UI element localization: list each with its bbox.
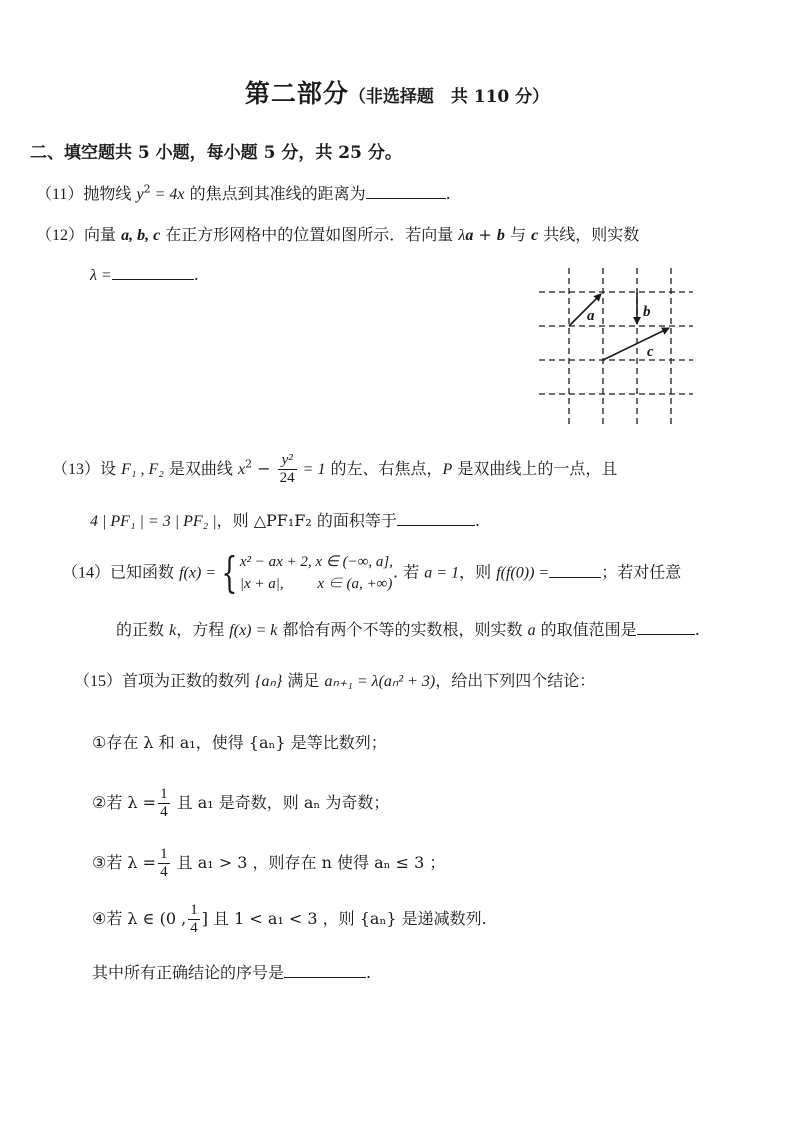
q12-vectors: a, b, c: [121, 227, 161, 244]
q14-cases: [240, 551, 393, 595]
q15-s4-fraction: [188, 902, 200, 937]
q15-final-text: 其中所有正确结论的序号是: [92, 963, 285, 982]
vector-c-arrow: [603, 328, 669, 360]
title-subtitle: （非选择题 共 110 分）: [348, 87, 550, 107]
question-15: [74, 668, 595, 691]
q15-statement-4: [92, 902, 487, 937]
q14-answer-blank-2[interactable]: [637, 620, 695, 635]
q15-s3-a: 若 λ =: [106, 853, 157, 872]
q12-lambda-eq: λ =: [90, 267, 112, 284]
q13-line2: [90, 508, 480, 531]
vector-c-label: c: [647, 344, 654, 360]
q14-k: k: [169, 622, 177, 639]
question-12: [36, 222, 639, 245]
q11-eq-exp: 2: [143, 182, 151, 196]
q15-s3-frac-bot: 4: [160, 864, 168, 880]
q14-pre: 已知函数: [110, 562, 180, 582]
q15-post: ，给出下列四个结论：: [435, 671, 596, 690]
q15-answer-blank[interactable]: [284, 963, 366, 978]
q11-eq-rhs: = 4x: [150, 186, 185, 203]
q12-line2: [90, 265, 199, 285]
q13-number: （13）: [52, 461, 101, 478]
q14-line2: [116, 617, 700, 640]
q14-fxk: f(x) = k: [229, 622, 278, 639]
q11-eq-lhs: y: [136, 186, 144, 203]
q15-mid: 满足: [282, 671, 325, 690]
q13-fraction: [278, 452, 297, 487]
q15-s3-b: 且 a₁ > 3 ，则存在 n 使得 aₙ ≤ 3 ；: [171, 853, 446, 872]
q11-post: 的焦点到其准线的距离为: [184, 184, 366, 203]
q12-line1-d: 共线，则实数: [538, 225, 640, 244]
q15-seq: {aₙ}: [255, 673, 283, 690]
vector-b-label: b: [643, 304, 651, 320]
q15-statement-1: [92, 730, 387, 753]
q13-minus: −: [252, 459, 276, 478]
q13-end: .: [474, 511, 480, 530]
vector-grid-figure: [535, 258, 695, 430]
q14-mid2: ，则: [459, 562, 497, 582]
q15-s2-frac-bot: 4: [160, 804, 168, 820]
q14-line2-b: ，方程: [176, 620, 230, 639]
q14-a: a: [527, 622, 536, 639]
q14-line2-d: 的取值范围是: [535, 620, 637, 639]
q12-answer-blank[interactable]: [112, 265, 194, 280]
q12-end: .: [193, 265, 199, 284]
q12-vec-b: b: [496, 227, 505, 244]
title-main: 第二部分: [244, 79, 349, 108]
q13-frac-bot: 24: [279, 470, 295, 486]
q14-mid: . 若: [393, 562, 425, 582]
question-14: [62, 548, 682, 597]
q15-s4-frac-bot: 4: [190, 920, 198, 936]
q14-brace: {: [221, 548, 238, 597]
q14-number: （14）: [62, 564, 111, 582]
q14-end: .: [694, 620, 700, 639]
q15-s2-a: 若 λ =: [106, 793, 157, 812]
q15-statement-2: [92, 786, 389, 821]
q15-s3-frac-top: 1: [160, 846, 168, 862]
q11-end: .: [445, 184, 451, 203]
q14-piecewise: [216, 548, 394, 597]
q13-condition: 4 | PF₁ | = 3 | PF₂ |: [90, 513, 217, 530]
q13-pre: 设: [100, 459, 122, 478]
q15-end: .: [366, 963, 372, 982]
q14-line2-a: 的正数: [116, 620, 170, 639]
q13-eq: = 1: [298, 461, 326, 478]
q12-vec-a: a: [465, 227, 474, 244]
q14-answer-blank-1[interactable]: [549, 563, 601, 578]
q14-line2-c: 都恰有两个不等的实数根，则实数: [277, 620, 528, 639]
q15-s2-frac-top: 1: [160, 786, 168, 802]
q15-number: （15）: [74, 673, 123, 690]
q14-case-2: |x + a|, x ∈ (a, +∞): [239, 576, 393, 592]
q15-s4-mark: ④: [92, 909, 107, 928]
q14-case-1: x² − ax + 2, x ∈ (−∞, a],: [239, 554, 394, 570]
q15-s2-mark: ②: [92, 793, 107, 812]
q13-P: P: [442, 461, 453, 478]
q15-statement-3: [92, 846, 445, 881]
q15-s1-mark: ①: [92, 733, 107, 752]
q13-line2-b: ，则 △PF₁F₂ 的面积等于: [216, 511, 397, 530]
q14-ff0: f(f(0)) =: [496, 564, 550, 582]
q11-answer-blank[interactable]: [366, 184, 446, 199]
q15-s3-fraction: [158, 846, 170, 881]
q13-foci: F₁ , F₂: [121, 461, 164, 478]
q13-post2: 是双曲线上的一点，且: [452, 459, 618, 478]
q13-mid: 是双曲线: [163, 459, 238, 478]
q15-s4-a: 若 λ ∈ (0 ,: [106, 909, 187, 928]
q12-line1-b: 在正方形网格中的位置如图所示．若向量: [160, 225, 459, 244]
question-13: [52, 452, 617, 487]
q15-recurrence: aₙ₊₁ = λ(aₙ² + 3): [324, 673, 436, 690]
q15-s2-fraction: [158, 786, 170, 821]
page-title: [0, 74, 794, 110]
q12-line1-c: 与: [504, 225, 532, 244]
q11-number: （11）: [36, 186, 84, 203]
q12-number: （12）: [36, 227, 85, 244]
q15-s1-text: 存在 λ 和 a₁，使得 {aₙ} 是等比数列；: [106, 733, 387, 752]
q15-final: [92, 960, 371, 983]
q15-s3-mark: ③: [92, 853, 107, 872]
q15-pre: 首项为正数的数列: [122, 671, 256, 690]
q13-post: 的左、右焦点，: [325, 459, 443, 478]
question-11: [36, 181, 451, 204]
q14-a-eq: a = 1: [424, 564, 460, 582]
q14-mid3: ；若对任意: [601, 562, 682, 582]
q13-answer-blank[interactable]: [397, 511, 475, 526]
q12-vec-c: c: [531, 227, 539, 244]
q13-x-exp: 2: [245, 457, 253, 471]
q12-lambda: λ: [458, 227, 466, 244]
q11-pre: 抛物线: [83, 184, 137, 203]
q12-plus: +: [473, 225, 497, 244]
q15-s2-b: 且 a₁ 是奇数，则 aₙ 为奇数；: [171, 793, 390, 812]
grid-lines: [539, 268, 693, 428]
q12-line1-a: 向量: [84, 225, 122, 244]
section-heading: 二、填空题共 5 小题，每小题 5 分，共 25 分。: [30, 143, 402, 163]
q13-frac-top: y²: [278, 452, 297, 470]
vector-a-label: a: [587, 308, 595, 324]
q15-s4-frac-top: 1: [190, 902, 198, 918]
q15-s4-b: ] 且 1 < a₁ < 3 ，则 {aₙ} 是递减数列.: [201, 909, 487, 928]
vector-a-arrow: [569, 294, 601, 326]
q13-x: x: [237, 461, 246, 478]
q14-fx: f(x) =: [179, 564, 217, 582]
